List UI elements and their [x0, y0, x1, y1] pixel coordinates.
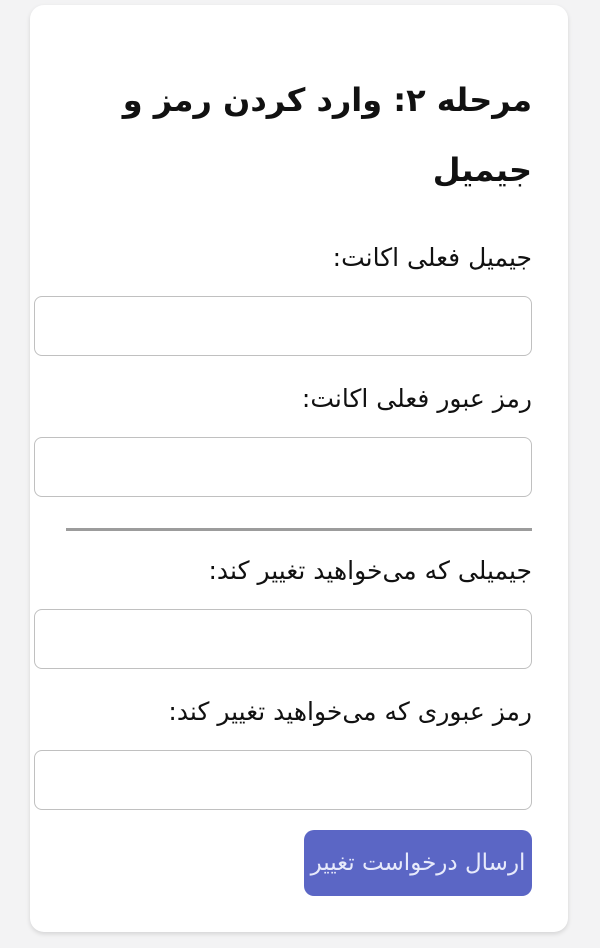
new-gmail-input[interactable] — [34, 609, 532, 669]
page-title-line-2: جیمیل — [432, 151, 532, 189]
new-password-input[interactable] — [34, 750, 532, 810]
new-password-label: رمز عبوری که می‌خواهید تغییر کند: — [168, 697, 532, 726]
submit-change-request-button[interactable]: ارسال درخواست تغییر — [304, 830, 532, 896]
current-password-input[interactable] — [34, 437, 532, 497]
section-divider — [66, 528, 532, 531]
new-gmail-label: جیمیلی که می‌خواهید تغییر کند: — [208, 556, 532, 585]
current-gmail-input[interactable] — [34, 296, 532, 356]
form-card — [30, 5, 568, 932]
page-title-line-1: مرحله ۲: وارد کردن رمز و — [122, 81, 532, 119]
page-title — [66, 65, 532, 205]
current-gmail-label: جیمیل فعلی اکانت: — [332, 243, 532, 272]
current-password-label: رمز عبور فعلی اکانت: — [301, 384, 532, 413]
